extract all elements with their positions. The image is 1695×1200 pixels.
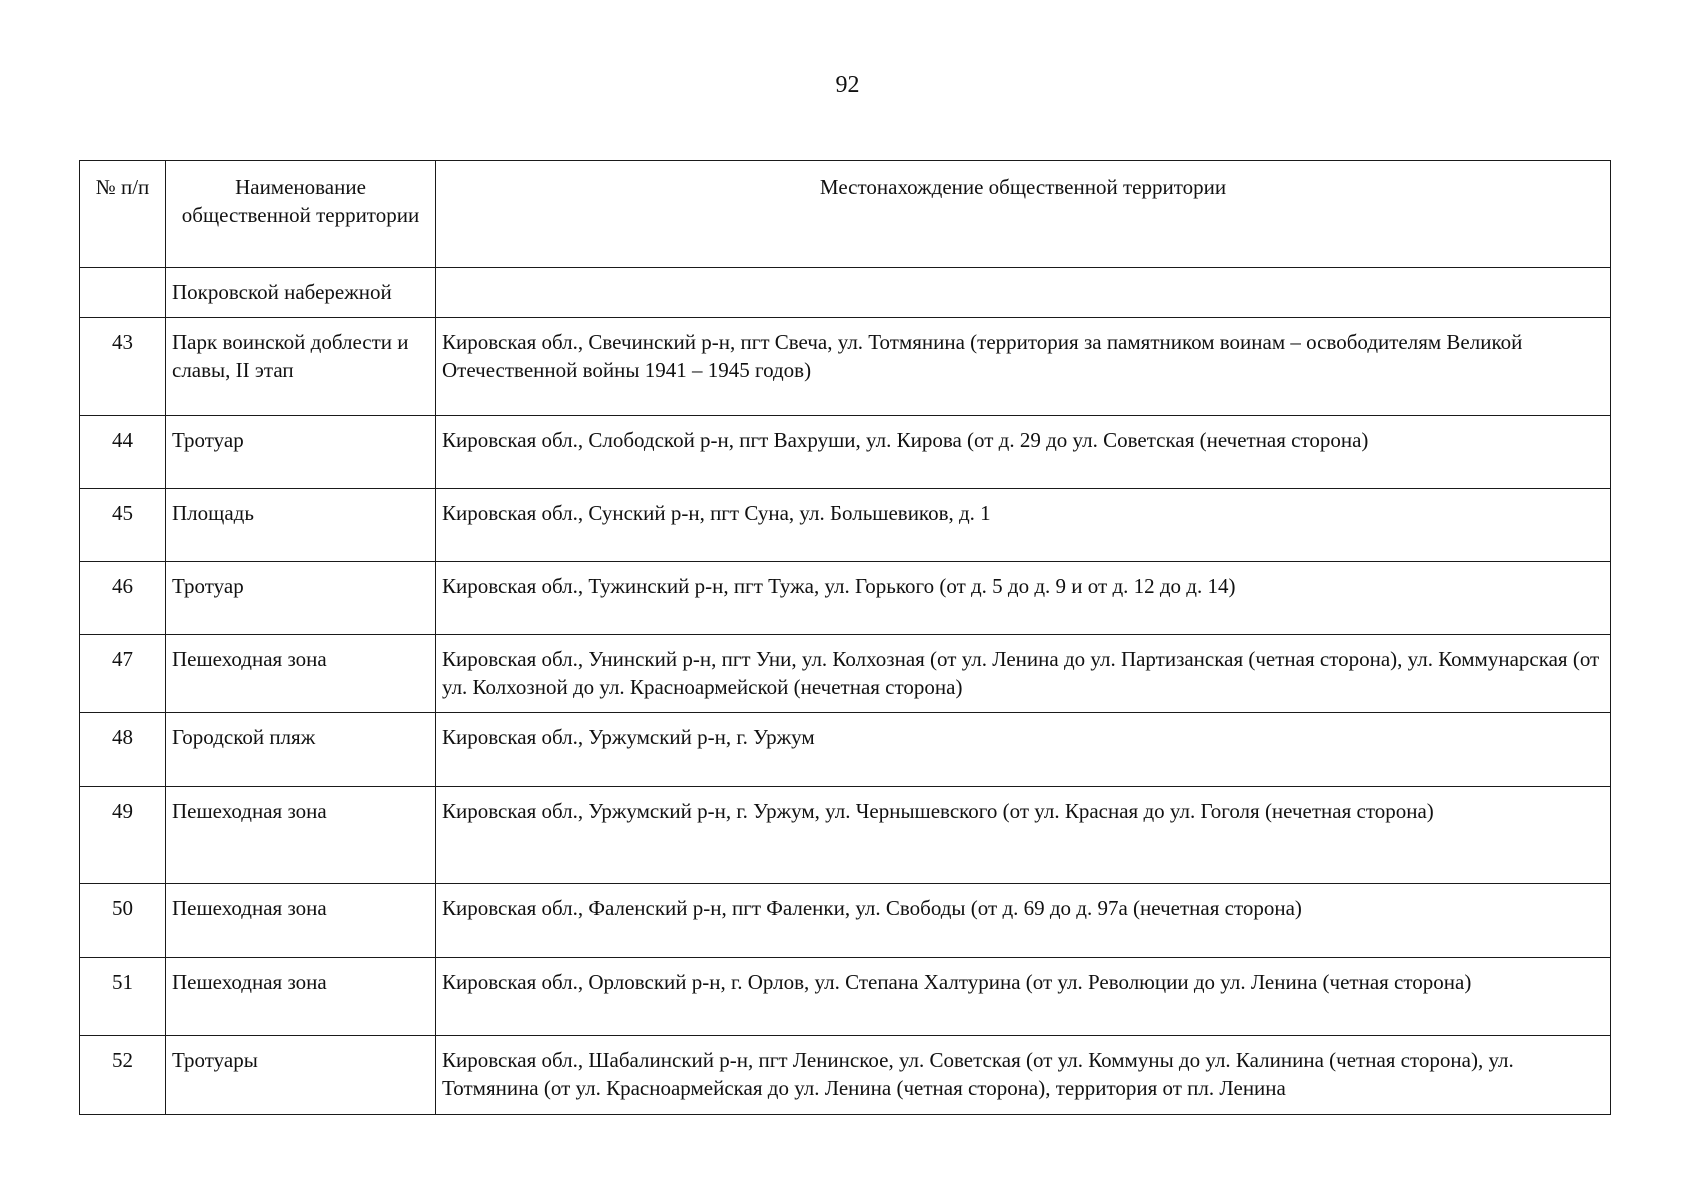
row-num <box>80 268 166 318</box>
row-location: Кировская обл., Шабалинский р-н, пгт Ленинское, ул. Советская (от ул. Коммуны до ул. Калинина (четная сторона), ул. Тотмянина (от ул. Красноармейская до ул. Ленина (четная сторона), территория от пл. Ленина <box>436 1036 1611 1115</box>
row-location: Кировская обл., Свечинский р-н, пгт Свеча, ул. Тотмянина (территория за памятником воинам – освободителям Великой Отечественной войны 1941 – 1945 годов) <box>436 318 1611 416</box>
row-name: Городской пляж <box>166 713 436 787</box>
row-num: 52 <box>80 1036 166 1115</box>
table-row <box>80 318 1611 416</box>
table-row <box>80 787 1611 884</box>
row-num: 46 <box>80 562 166 635</box>
row-num: 44 <box>80 416 166 489</box>
row-name: Тротуар <box>166 416 436 489</box>
row-name: Пешеходная зона <box>166 635 436 713</box>
table-row <box>80 635 1611 713</box>
row-name: Покровской набережной <box>166 268 436 318</box>
row-location: Кировская обл., Уржумский р-н, г. Уржум <box>436 713 1611 787</box>
row-num: 50 <box>80 884 166 958</box>
row-location: Кировская обл., Орловский р-н, г. Орлов, ул. Степана Халтурина (от ул. Революции до ул. Ленина (четная сторона) <box>436 958 1611 1036</box>
page-number: 92 <box>835 72 860 98</box>
row-location: Кировская обл., Тужинский р-н, пгт Тужа, ул. Горького (от д. 5 до д. 9 и от д. 12 до д. 14) <box>436 562 1611 635</box>
header-name: Наименование общественной территории <box>166 161 436 268</box>
row-location: Кировская обл., Уржумский р-н, г. Уржум, ул. Чернышевского (от ул. Красная до ул. Гоголя (нечетная сторона) <box>436 787 1611 884</box>
row-location: Кировская обл., Сунский р-н, пгт Суна, ул. Большевиков, д. 1 <box>436 489 1611 562</box>
table-row <box>80 562 1611 635</box>
row-num: 43 <box>80 318 166 416</box>
table-row <box>80 713 1611 787</box>
row-num: 51 <box>80 958 166 1036</box>
row-name: Пешеходная зона <box>166 787 436 884</box>
row-num: 45 <box>80 489 166 562</box>
row-name: Тротуары <box>166 1036 436 1115</box>
table-row <box>80 958 1611 1036</box>
row-num: 47 <box>80 635 166 713</box>
row-location: Кировская обл., Фаленский р-н, пгт Фаленки, ул. Свободы (от д. 69 до д. 97а (нечетная сторона) <box>436 884 1611 958</box>
row-name: Пешеходная зона <box>166 958 436 1036</box>
row-name: Площадь <box>166 489 436 562</box>
table-row <box>80 268 1611 318</box>
row-num: 48 <box>80 713 166 787</box>
territories-table <box>79 160 1611 1115</box>
header-num: № п/п <box>80 161 166 268</box>
row-location <box>436 268 1611 318</box>
table-row <box>80 416 1611 489</box>
row-name: Парк воинской доблести и славы, II этап <box>166 318 436 416</box>
table-row <box>80 1036 1611 1115</box>
table-row <box>80 884 1611 958</box>
table-header-row <box>80 161 1611 268</box>
row-location: Кировская обл., Слободской р-н, пгт Вахруши, ул. Кирова (от д. 29 до ул. Советская (нечетная сторона) <box>436 416 1611 489</box>
row-location: Кировская обл., Унинский р-н, пгт Уни, ул. Колхозная (от ул. Ленина до ул. Партизанская (четная сторона), ул. Коммунарская (от ул. Колхозной до ул. Красноармейской (нечетная сторона) <box>436 635 1611 713</box>
table-row <box>80 489 1611 562</box>
row-name: Тротуар <box>166 562 436 635</box>
row-num: 49 <box>80 787 166 884</box>
row-name: Пешеходная зона <box>166 884 436 958</box>
header-location: Местонахождение общественной территории <box>436 161 1611 268</box>
